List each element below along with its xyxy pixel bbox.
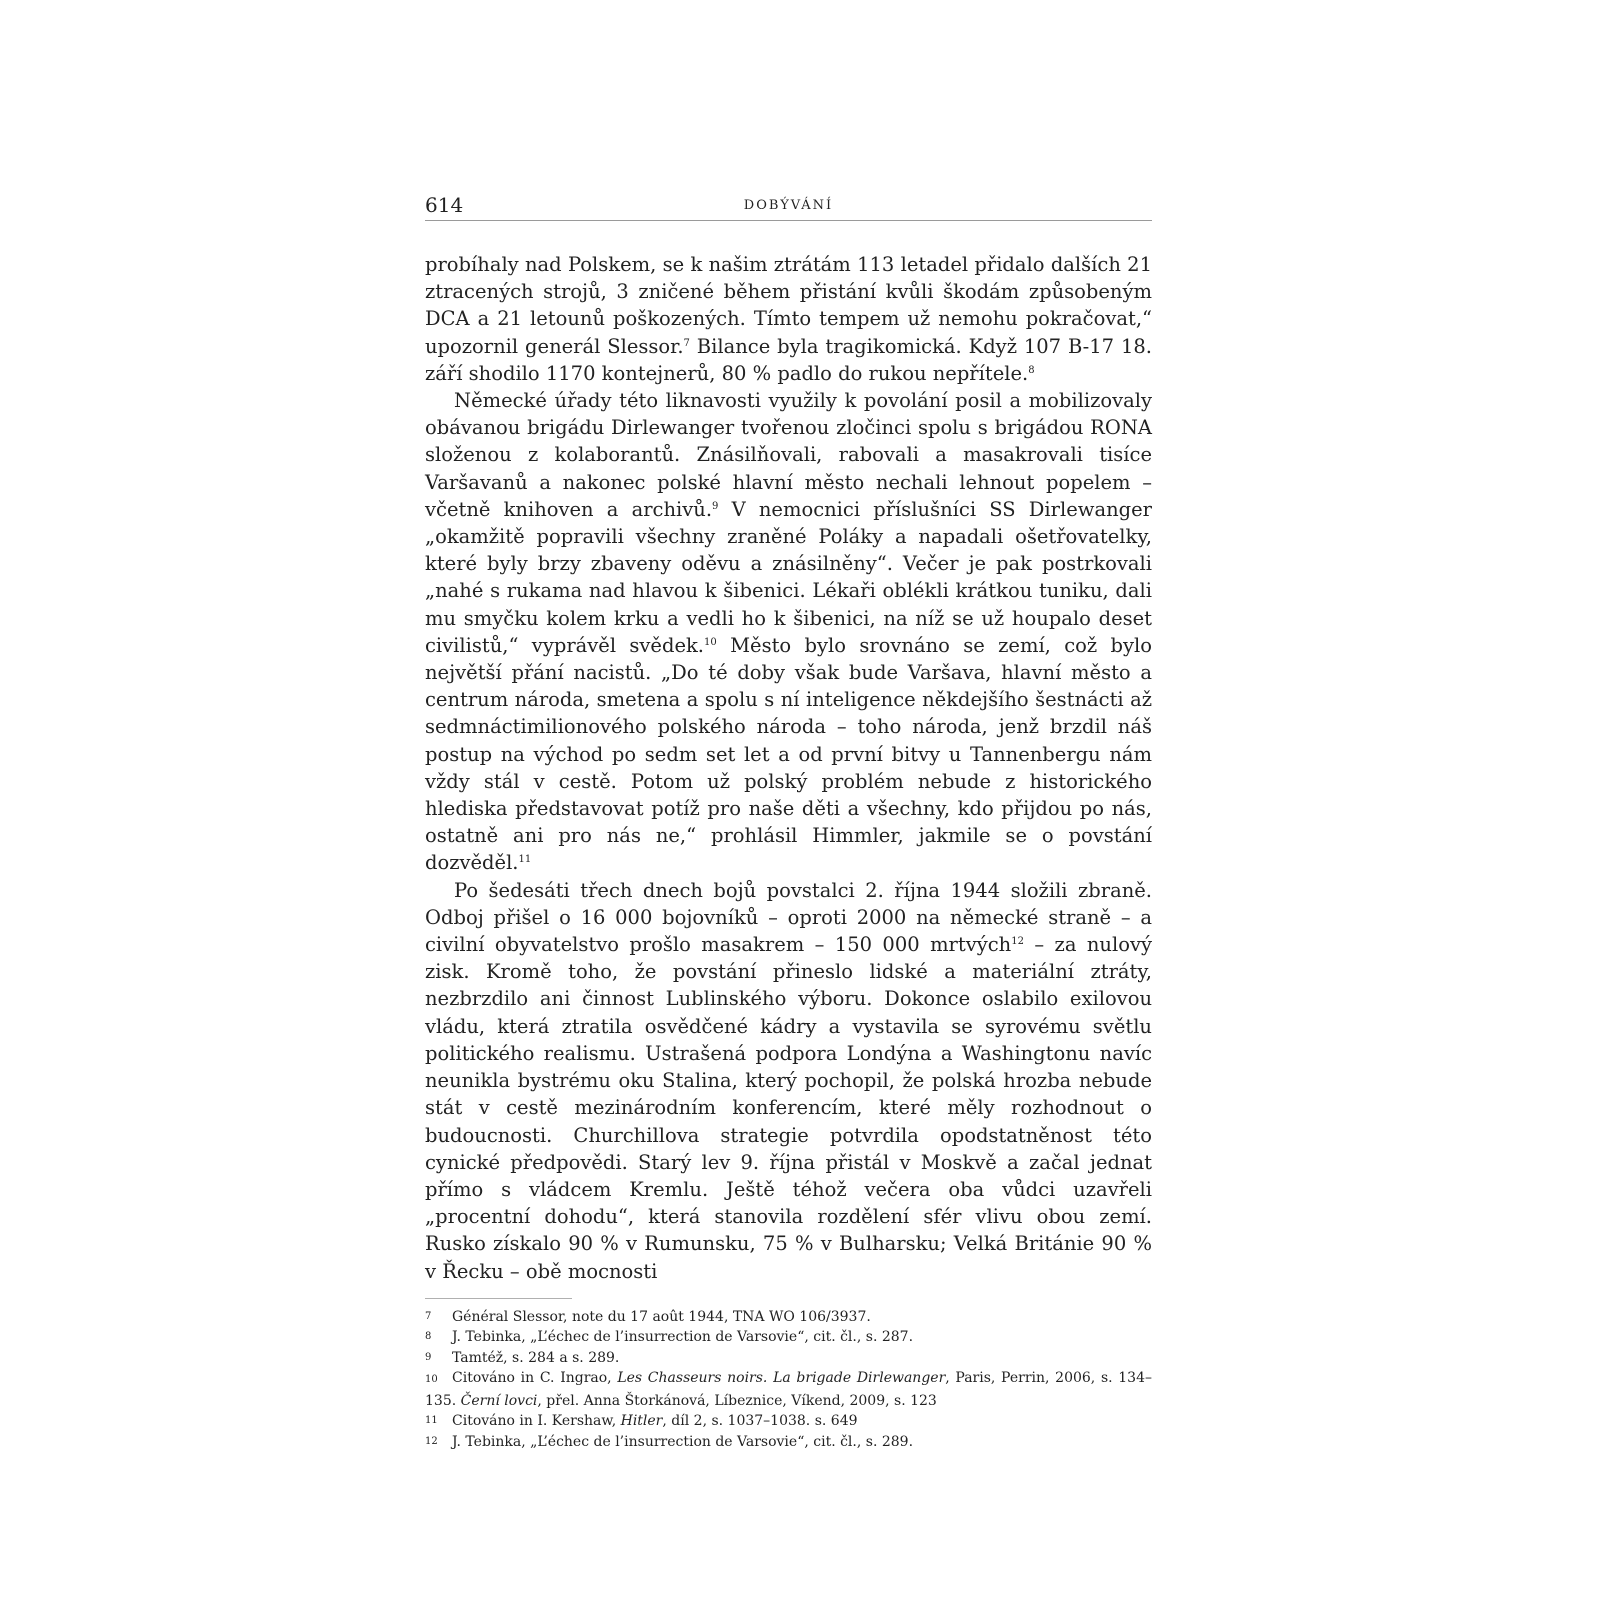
footnote-number: 11 xyxy=(425,1415,438,1427)
footnote-title: Les Chasseurs noirs. La brigade Dirlewanger xyxy=(617,1370,946,1387)
footnote-number: 9 xyxy=(425,1351,432,1363)
footnote-ref-8[interactable]: 8 xyxy=(1028,364,1035,376)
footnote-7 xyxy=(425,1307,1152,1328)
footnote-9 xyxy=(425,1348,1152,1369)
footnote-text: , přel. Anna Štorkánová, Líbeznice, Víkend, 2009, s. 123 xyxy=(537,1392,937,1409)
text-run: Německé úřady této liknavosti využily k povolání posil a mobilizovaly obávanou brigádu Dirlewanger tvořenou zločinci spolu s brigádou RONA složenou z kolaborantů. Znásilňovali, rabovali a masakrovali tisíce Varšavanů a nakonec polské hlavní město nechali lehnout popelem – včetně knihoven a archivů. xyxy=(425,389,1152,521)
footnote-ref-9[interactable]: 9 xyxy=(712,500,719,512)
footnote-text: Général Slessor, note du 17 août 1944, TNA WO 106/3937. xyxy=(452,1308,871,1325)
footnote-title: Černí lovci xyxy=(460,1392,538,1409)
paragraph-2 xyxy=(425,387,1152,877)
footnote-text: , Paris, Perrin, 2006, s. 134–135. xyxy=(425,1370,1152,1409)
paragraph-1 xyxy=(425,251,1152,387)
footnote-11 xyxy=(425,1411,1152,1432)
text-run: Bilance byla tragikomická. Když 107 B-17 18. září shodilo 1170 kontejnerů, 80 % padlo do rukou nepřítele. xyxy=(425,334,1152,385)
paragraph-3 xyxy=(425,877,1152,1285)
page-number: 614 xyxy=(425,193,464,217)
footnote-ref-12[interactable]: 12 xyxy=(1011,936,1024,948)
footnote-ref-10[interactable]: 10 xyxy=(704,636,717,648)
text-run: Město bylo srovnáno se zemí, což bylo největší přání nacistů. „Do té doby však bude Varšava, hlavní město a centrum národa, smetena a spolu s ní inteligence někdejšího šestnácti až sedmnáctimilionového polského národa – toho národa, jenž brzdil náš postup na východ po sedm set let a od první bitvy u Tannenbergu nám vždy stál v cestě. Potom už polský problém nebude z historického hlediska představovat potíž pro naše děti a všechny, kdo přijdou po nás, ostatně ani pro nás ne,“ prohlásil Himmler, jakmile se o povstání dozvěděl. xyxy=(425,633,1152,875)
footnote-number: 10 xyxy=(425,1374,438,1386)
footnote-text: J. Tebinka, „L’échec de l’insurrection de Varsovie“, cit. čl., s. 287. xyxy=(452,1329,914,1346)
footnotes xyxy=(425,1307,1152,1453)
footnote-ref-7[interactable]: 7 xyxy=(683,337,690,349)
footnote-text: J. Tebinka, „L’échec de l’insurrection de Varsovie“, cit. čl., s. 289. xyxy=(452,1433,914,1450)
text-run: V nemocnici příslušníci SS Dirlewanger „okamžitě popravili všechny zraněné Poláky a napadali ošetřovatelky, které byly brzy zbaveny oděvu a znásilněny“. Večer je pak postrkovali „nahé s rukama nad hlavou k šibenici. Lékaři oblékli krátkou tuniku, dali mu smyčku kolem krku a vedli ho k šibenici, na níž se už houpalo deset civilistů,“ vyprávěl svědek. xyxy=(425,497,1152,657)
book-page xyxy=(425,192,1152,1452)
footnote-number: 7 xyxy=(425,1310,432,1322)
footnote-number: 12 xyxy=(425,1435,438,1447)
text-run: probíhaly nad Polskem, se k našim ztrátám 113 letadel přidalo dalších 21 ztracených strojů, 3 zničené během přistání kvůli škodám způsobeným DCA a 21 letounů poškozených. Tímto tempem už nemohu pokračovat,“ upozornil generál Slessor. xyxy=(425,253,1152,358)
text-run: – za nulový zisk. Kromě toho, že povstání přineslo lidské a materiální ztráty, nezbrzdilo ani činnost Lublinského výboru. Dokonce oslabilo exilovou vládu, která ztratila osvědčené kádry a vystavila se syrovému světlu politického realismu. Ustrašená podpora Londýna a Washingtonu navíc neunikla bystrému oku Stalina, který pochopil, že polská hrozba nebude stát v cestě mezinárodním konferencím, které měly rozhodnout o budoucnosti. Churchillova strategie potvrdila opodstatněnost této cynické předpovědi. Starý lev 9. října přistál v Moskvě a začal jednat přímo s vládcem Kremlu. Ještě téhož večera oba vůdci uzavřeli „procentní dohodu“, která stanovila rozdělení sfér vlivu obou zemí. Rusko získalo 90 % v Rumunsku, 75 % v Bulharsku; Velká Británie 90 % v Řecku – obě mocnosti xyxy=(425,933,1152,1283)
footnote-text: Tamtéž, s. 284 a s. 289. xyxy=(452,1349,620,1366)
footnote-title: Hitler xyxy=(620,1413,663,1430)
footnote-divider xyxy=(425,1298,572,1299)
footnote-10 xyxy=(425,1368,1152,1411)
footnote-12 xyxy=(425,1432,1152,1453)
body-text xyxy=(425,251,1152,1285)
chapter-title: DOBÝVÁNÍ xyxy=(743,198,834,213)
footnote-8 xyxy=(425,1327,1152,1348)
footnote-text: Citováno in I. Kershaw, xyxy=(452,1413,621,1430)
running-head xyxy=(425,192,1152,221)
footnote-text: , díl 2, s. 1037–1038. s. 649 xyxy=(662,1413,858,1430)
footnote-text: Citováno in C. Ingrao, xyxy=(452,1370,618,1387)
footnote-number: 8 xyxy=(425,1331,432,1343)
text-run: Po šedesáti třech dnech bojů povstalci 2. října 1944 složili zbraně. Odboj přišel o 16 000 bojovníků – oproti 2000 na německé straně – a civilní obyvatelstvo prošlo masakrem – 150 000 mrtvých xyxy=(425,878,1152,957)
footnote-ref-11[interactable]: 11 xyxy=(518,854,532,866)
